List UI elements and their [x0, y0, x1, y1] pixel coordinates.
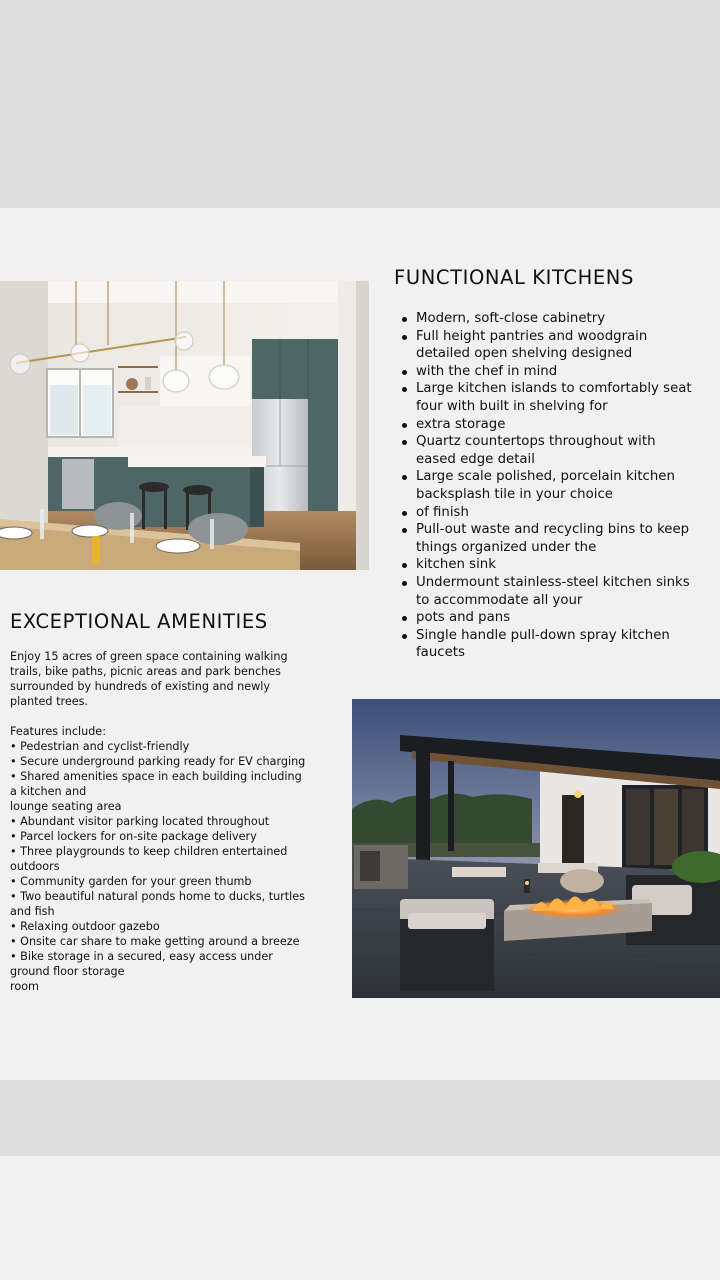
list-item: Full height pantries and woodgrain detailed open shelving designed	[398, 328, 698, 363]
list-item: • Abundant visitor parking located throughout	[10, 815, 270, 828]
amenities-intro: Enjoy 15 acres of green space containing walking trails, bike paths, picnic areas and park benches surrounded by hundreds of existing and newly planted trees.	[10, 650, 288, 708]
list-item: Undermount stainless-steel kitchen sinks to accommodate all your	[398, 574, 698, 609]
top-gray-band	[0, 0, 720, 208]
amenities-feature-list	[10, 739, 312, 994]
list-item: • Two beautiful natural ponds home to ducks, turtles and fish	[10, 890, 305, 918]
features-label: Features include:	[10, 725, 106, 738]
list-item: Quartz countertops throughout with eased edge detail	[398, 433, 698, 468]
list-item: room	[10, 980, 39, 993]
kitchens-heading: FUNCTIONAL KITCHENS	[394, 266, 634, 289]
list-item: • Three playgrounds to keep children entertained outdoors	[10, 845, 288, 873]
kitchen-photo	[0, 281, 369, 570]
list-item: extra storage	[398, 416, 698, 434]
amenities-heading: EXCEPTIONAL AMENITIES	[10, 610, 268, 633]
list-item: • Secure underground parking ready for EV charging	[10, 755, 306, 768]
list-item: with the chef in mind	[398, 363, 698, 381]
bottom-gray-band	[0, 1080, 720, 1156]
list-item: • Bike storage in a secured, easy access under ground floor storage	[10, 950, 273, 978]
list-item: Single handle pull-down spray kitchen faucets	[398, 627, 698, 662]
list-item: Pull-out waste and recycling bins to keep things organized under the	[398, 521, 698, 556]
brochure-page	[0, 208, 720, 1080]
list-item: • Onsite car share to make getting around a breeze	[10, 935, 300, 948]
list-item: Large scale polished, porcelain kitchen backsplash tile in your choice	[398, 468, 698, 503]
list-item: • Shared amenities space in each building including a kitchen and	[10, 770, 302, 798]
kitchens-feature-list	[398, 310, 698, 662]
list-item: lounge seating area	[10, 800, 122, 813]
list-item: Large kitchen islands to comfortably seat four with built in shelving for	[398, 380, 698, 415]
list-item: of finish	[398, 504, 698, 522]
list-item: • Community garden for your green thumb	[10, 875, 252, 888]
list-item: pots and pans	[398, 609, 698, 627]
rooftop-terrace-photo	[352, 699, 720, 998]
list-item: • Pedestrian and cyclist-friendly	[10, 740, 190, 753]
list-item: Modern, soft-close cabinetry	[398, 310, 698, 328]
list-item: • Parcel lockers for on-site package delivery	[10, 830, 257, 843]
list-item: kitchen sink	[398, 556, 698, 574]
list-item: • Relaxing outdoor gazebo	[10, 920, 160, 933]
